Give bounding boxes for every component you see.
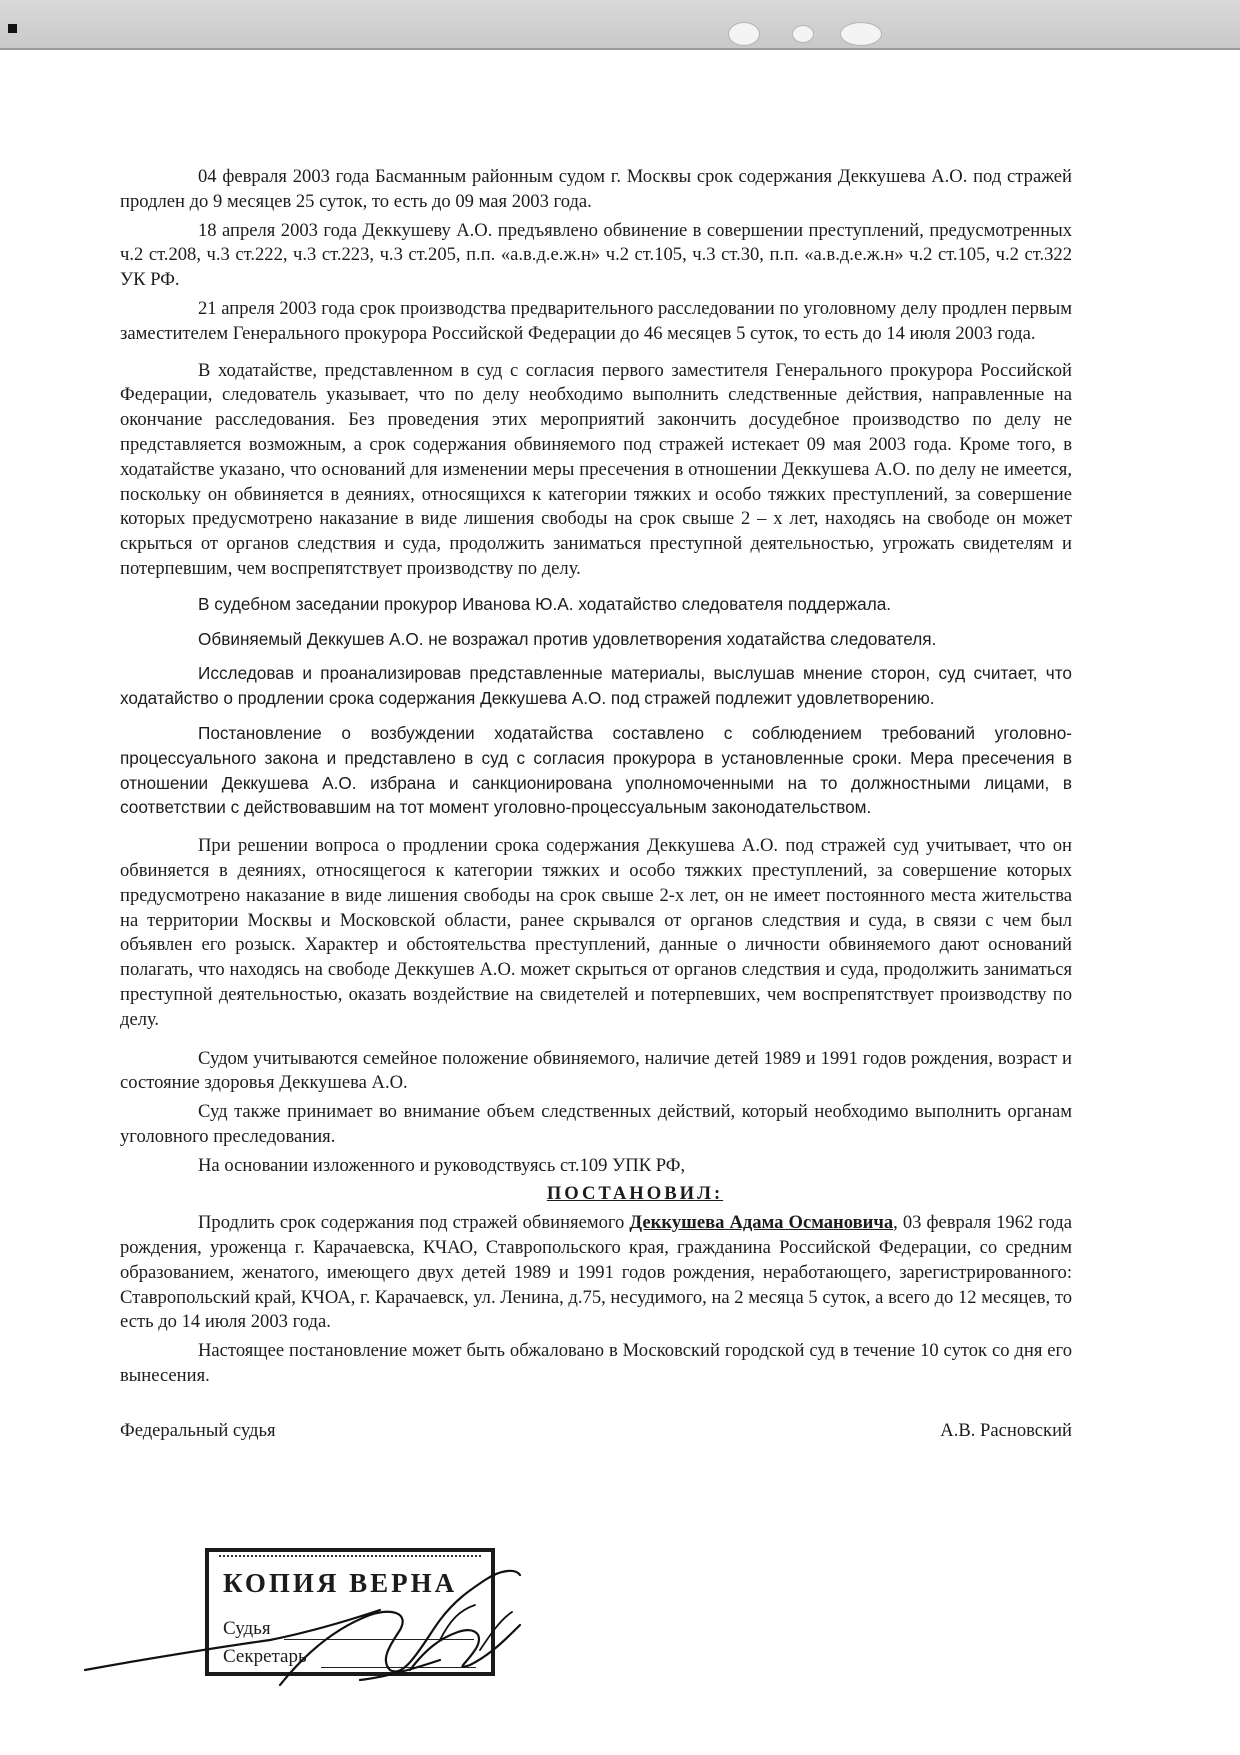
handwritten-signature <box>80 1520 540 1720</box>
punch-hole <box>728 22 760 46</box>
stamp-title: КОПИЯ ВЕРНА <box>223 1568 458 1598</box>
stamp-secretary-label: Секретарь <box>223 1646 307 1667</box>
paragraph: На основании изложенного и руководствуясь ст.109 УПК РФ, <box>198 1154 686 1176</box>
paragraph: Суд также принимает во внимание объем следственных действий, который необходимо выполнить органам уголовного преследования. <box>120 1101 1072 1147</box>
paragraph: При решении вопроса о продлении срока содержания Деккушева А.О. под стражей суд учитывает, что он обвиняется в деяниях, относящегося к категории тяжких и особо тяжких преступлений, за совершение которых предусмотрено наказание в виде лишения свободы на срок свыше 2-х лет, он не имеет постоянного места жительства на территории Москвы и Московской области, ранее скрывался от органов следствия и суда, в связи с чем был объявлен его розыск. Характер и обстоятельства преступлений, данные о личности обвиняемого дают оснований полагать, что находясь на свободе Деккушев А.О. может скрыться от органов следствия и суда, продолжить заниматься преступной деятельностью, оказать воздействие на свидетелей и потерпевших, чем воспрепятствует производству по делу. <box>120 835 1072 1030</box>
paragraph: 04 февраля 2003 года Басманным районным судом г. Москвы срок содержания Деккушева А.О. под стражей продлен до 9 месяцев 25 суток, то есть до 09 мая 2003 года. <box>120 166 1072 212</box>
punch-hole <box>792 25 814 43</box>
resolution-heading <box>120 1182 1072 1207</box>
punch-hole <box>840 22 882 46</box>
paragraph: Постановление о возбуждении ходатайства составлено с соблюдением требований уголовно-процессуального закона и представлено в суд с согласия прокурора в установленные сроки. Мера пресечения в отношении Деккушева А.О. избрана и санкционирована уполномоченными на то должностными лицами, в соответствии с действовавшим на тот момент уголовно-процессуальным законодательством. <box>120 722 1072 818</box>
corner-marker <box>8 24 17 33</box>
judge-name: А.В. Расновский <box>940 1419 1072 1441</box>
scanner-header-bar <box>0 0 1240 50</box>
paragraph: 21 апреля 2003 года срок производства предварительного расследовании по уголовному делу продлен первым заместителем Генерального прокурора Российской Федерации до 46 месяцев 5 суток, то есть до 14 июля 2003 года. <box>120 297 1072 344</box>
appeal-paragraph: Настоящее постановление может быть обжаловано в Московский городской суд в течение 10 суток со дня его вынесения. <box>120 1340 1072 1387</box>
paragraph: Судом учитываются семейное положение обвиняемого, наличие детей 1989 и 1991 годов рождения, возраст и состояние здоровья Деккушева А.О. <box>120 1047 1072 1094</box>
paragraph: Исследовав и проанализировав представленные материалы, выслушав мнение сторон, суд считает, что ходатайство о продлении срока содержания Деккушева А.О. под стражей подлежит удовлетворению. <box>120 663 1072 709</box>
document-body <box>120 165 1072 1444</box>
resolution-heading-text: ПОСТАНОВИЛ: <box>546 1183 724 1205</box>
paragraph: В судебном заседании прокурор Иванова Ю.А. ходатайство следователя поддержала. <box>198 593 892 614</box>
paragraph: 18 апреля 2003 года Деккушеву А.О. предъявлено обвинение в совершении преступлений, предусмотренных ч.2 ст.208, ч.3 ст.222, ч.3 ст.223, ч.3 ст.205, п.п. «а.в.д.е.ж.н» ч.2 ст.105, ч.3 ст.30, п.п. «а.в.д.е.ж.н» ч.2 ст.105, ч.2 ст.322 УК РФ. <box>120 219 1072 291</box>
accused-name: Деккушева Адама Османовича <box>629 1212 894 1234</box>
judge-title: Федеральный судья <box>120 1419 276 1441</box>
stamp-judge-label: Судья <box>223 1618 271 1639</box>
paragraph: Обвиняемый Деккушев А.О. не возражал против удовлетворения ходатайства следователя. <box>198 628 937 649</box>
resolution-text: , 03 февраля 1962 года рождения, уроженца г. Карачаевска, КЧАО, Ставропольского края, гражданина Российской Федерации, со средним образованием, женатого, имеющего двух детей 1989 и 1991 годов рождения, неработающего, зарегистрированного: Ставропольский край, КЧОА, г. Карачаевск, ул. Ленина, д.75, несудимого, на 2 месяца 5 суток, а всего до 12 месяцев, то есть до 14 июля 2003 года. <box>120 1212 1072 1333</box>
resolution-paragraph <box>120 1211 1072 1335</box>
resolution-text: Продлить срок содержания под стражей обвиняемого <box>198 1212 630 1234</box>
paragraph: В ходатайстве, представленном в суд с согласия первого заместителя Генерального прокурора Российской Федерации, следователь указывает, что по делу необходимо выполнить следственные действия, направленные на окончание расследования. Без проведения этих мероприятий закончить досудебное производство по делу не представляется возможным, а срок содержания обвиняемого под стражей истекает 09 мая 2003 года. Кроме того, в ходатайстве указано, что оснований для изменении меры пресечения в отношении Деккушева А.О. по делу не имеется, поскольку он обвиняется в деяниях, относящихся к категории тяжких и особо тяжких преступлений, за совершение которых предусмотрено наказание в виде лишения свободы на срок свыше 2 – х лет, находясь на свободе он может скрыться от органов следствия и суда, продолжить заниматься преступной деятельностью, угрожать свидетелям и потерпевшим, чем воспрепятствует производству по делу. <box>120 359 1072 579</box>
signature-row <box>120 1419 1072 1444</box>
